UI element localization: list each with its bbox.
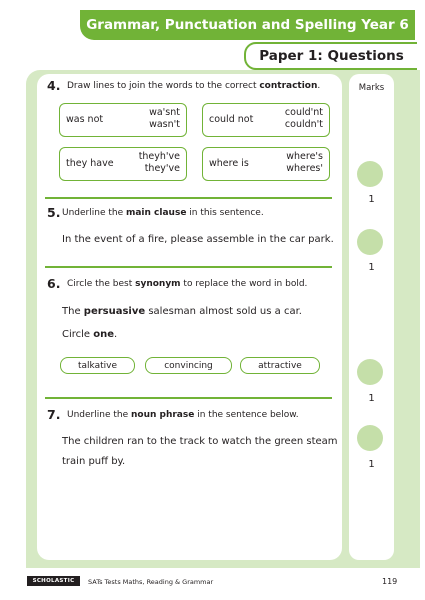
mark-circle-q5[interactable] <box>357 229 383 255</box>
question-text-7: Underline the noun phrase in the sentence below. <box>67 410 299 420</box>
question-number-7: 7. <box>47 407 61 422</box>
pair-options: could'nt couldn't <box>284 107 323 130</box>
question-text-6: Circle the best synonym to replace the word in bold. <box>67 279 308 289</box>
choice-attractive[interactable]: attractive <box>240 357 320 374</box>
question-divider <box>45 197 332 199</box>
choice-talkative[interactable]: talkative <box>60 357 135 374</box>
pair-options: wa'snt wasn't <box>149 107 180 130</box>
question-number-5: 5. <box>47 205 61 220</box>
footer-text: SATs Tests Maths, Reading & Grammar <box>88 578 214 586</box>
mark-value-q5: 1 <box>368 262 375 273</box>
marks-column <box>349 74 394 560</box>
question-number-4: 4. <box>47 78 61 93</box>
pair-word: was not <box>66 114 104 125</box>
pair-word: could not <box>209 114 254 125</box>
question-sentence-6: The persuasive salesman almost sold us a car. <box>62 306 302 317</box>
scholastic-logo: SCHOLASTIC <box>27 576 80 586</box>
mark-circle-q6[interactable] <box>357 359 383 385</box>
page-title: Grammar, Punctuation and Spelling Year 6 <box>80 10 415 40</box>
pair-word: they have <box>66 158 114 169</box>
marks-label: Marks <box>358 83 385 93</box>
contraction-pair-4[interactable] <box>202 147 330 181</box>
contraction-pair-3[interactable] <box>59 147 187 181</box>
question-text-5: Underline the main clause in this sentence. <box>62 208 264 218</box>
question-sentence-7-line1[interactable]: The children ran to the track to watch the green steam <box>62 436 338 447</box>
question-text-4: Draw lines to join the words to the correct contraction. <box>67 81 321 91</box>
mark-value-q6: 1 <box>368 393 375 404</box>
question-sentence-7-line2[interactable]: train puff by. <box>62 456 126 467</box>
question-sentence-5[interactable]: In the event of a fire, please assemble in the car park. <box>62 234 334 245</box>
page-subtitle: Paper 1: Questions <box>244 42 417 70</box>
pair-options: where's wheres' <box>286 151 323 174</box>
circle-instruction: Circle one. <box>62 329 118 340</box>
mark-circle-q4[interactable] <box>357 161 383 187</box>
mark-circle-q7[interactable] <box>357 425 383 451</box>
pair-word: where is <box>209 158 249 169</box>
page-number: 119 <box>382 577 398 586</box>
mark-value-q4: 1 <box>368 194 375 205</box>
question-divider <box>45 266 332 268</box>
contraction-pair-1[interactable] <box>59 103 187 137</box>
choice-convincing[interactable]: convincing <box>145 357 232 374</box>
question-number-6: 6. <box>47 276 61 291</box>
mark-value-q7: 1 <box>368 459 375 470</box>
question-divider <box>45 397 332 399</box>
pair-options: theyh've they've <box>138 151 180 174</box>
contraction-pair-2[interactable] <box>202 103 330 137</box>
